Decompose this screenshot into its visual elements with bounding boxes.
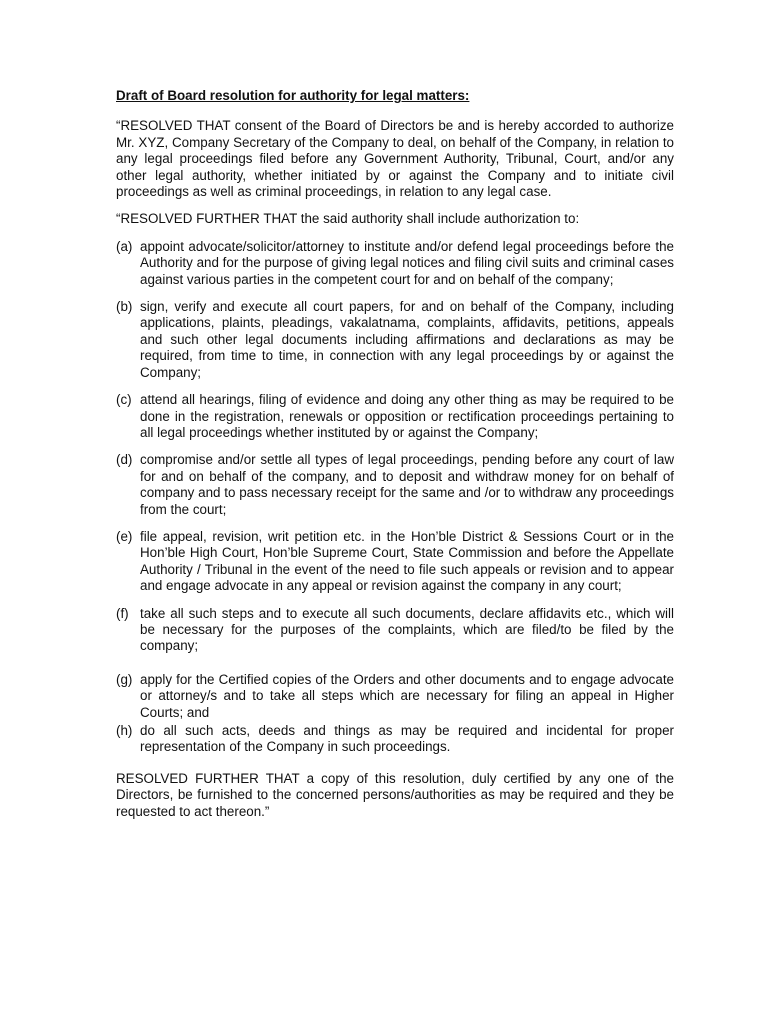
list-marker: (b)	[116, 299, 133, 315]
list-item	[116, 239, 674, 288]
list-item-text: take all such steps and to execute all such documents, declare affidavits etc., which will be necessary for the purposes of the complaints, which are filed/to be filed by the company;	[140, 605, 674, 654]
list-marker: (g)	[116, 671, 133, 687]
list-marker: (e)	[116, 528, 133, 544]
list-item	[116, 529, 674, 595]
list-item	[116, 299, 674, 381]
list-item	[116, 723, 674, 756]
list-marker: (c)	[116, 392, 132, 408]
resolution-further-paragraph: “RESOLVED FURTHER THAT the said authority shall include authorization to:	[116, 211, 580, 227]
document-page	[116, 88, 674, 831]
list-item-text: apply for the Certified copies of the Orders and other documents and to engage advocate or attorney/s and to take all steps which are necessary for filing an appeal in Higher Courts; and	[140, 671, 674, 720]
document-title: Draft of Board resolution for authority for legal matters:	[116, 88, 470, 103]
list-marker: (d)	[116, 452, 133, 468]
list-item	[116, 672, 674, 721]
authorization-list	[116, 239, 674, 756]
list-item	[116, 392, 674, 441]
list-item-text: do all such acts, deeds and things as may be required and incidental for proper representation of the Company in such proceedings.	[140, 723, 674, 755]
list-marker: (f)	[116, 605, 129, 621]
list-marker: (a)	[116, 238, 133, 254]
resolution-paragraph: “RESOLVED THAT consent of the Board of Directors be and is hereby accorded to authorize Mr. XYZ, Company Secretary of the Company to deal, on behalf of the Company, in relation to any legal proceedings filed before any Government Authority, Tribunal, Court, and/or any other legal authority, whether initiated by or against the Company and to initiate civil proceedings as well as criminal proceedings, in relation to any legal case.	[116, 118, 674, 200]
list-item	[116, 452, 674, 518]
list-marker: (h)	[116, 723, 133, 738]
list-item-text: compromise and/or settle all types of legal proceedings, pending before any court of law for and on behalf of the company, and to deposit and withdraw money for on behalf of company and to pass necessary receipt for the same and /or to withdraw any proceedings from the court;	[140, 452, 674, 517]
list-item-text: sign, verify and execute all court papers, for and on behalf of the Company, including applications, plaints, pleadings, vakalatnama, complaints, affidavits, petitions, appeals and such other legal documents including affirmations and declarations as may be required, from time to time, in connection with any legal proceedings by or against the Company;	[140, 299, 674, 380]
list-item-text: appoint advocate/solicitor/attorney to institute and/or defend legal proceedings before the Authority and for the purpose of giving legal notices and filing civil suits and criminal cases against various parties in the competent court for and on behalf of the company;	[140, 238, 674, 287]
list-item-text: attend all hearings, filing of evidence and doing any other thing as may be required to be done in the registration, renewals or opposition or rectification proceedings pertaining to all legal proceedings whether instituted by or against the Company;	[140, 392, 674, 440]
closing-paragraph: RESOLVED FURTHER THAT a copy of this resolution, duly certified by any one of the Directors, be furnished to the concerned persons/authorities as may be required and they be requested to act thereon.”	[116, 770, 674, 819]
list-item-text: file appeal, revision, writ petition etc. in the Hon’ble District & Sessions Court or in the Hon’ble High Court, Hon’ble Supreme Court, State Commission and before the Appellate Authority / Tribunal in the event of the need to file such appeals or revision and to appear and engage advocate in any appeal or revision against the company in any court;	[140, 528, 674, 594]
list-item	[116, 606, 674, 655]
